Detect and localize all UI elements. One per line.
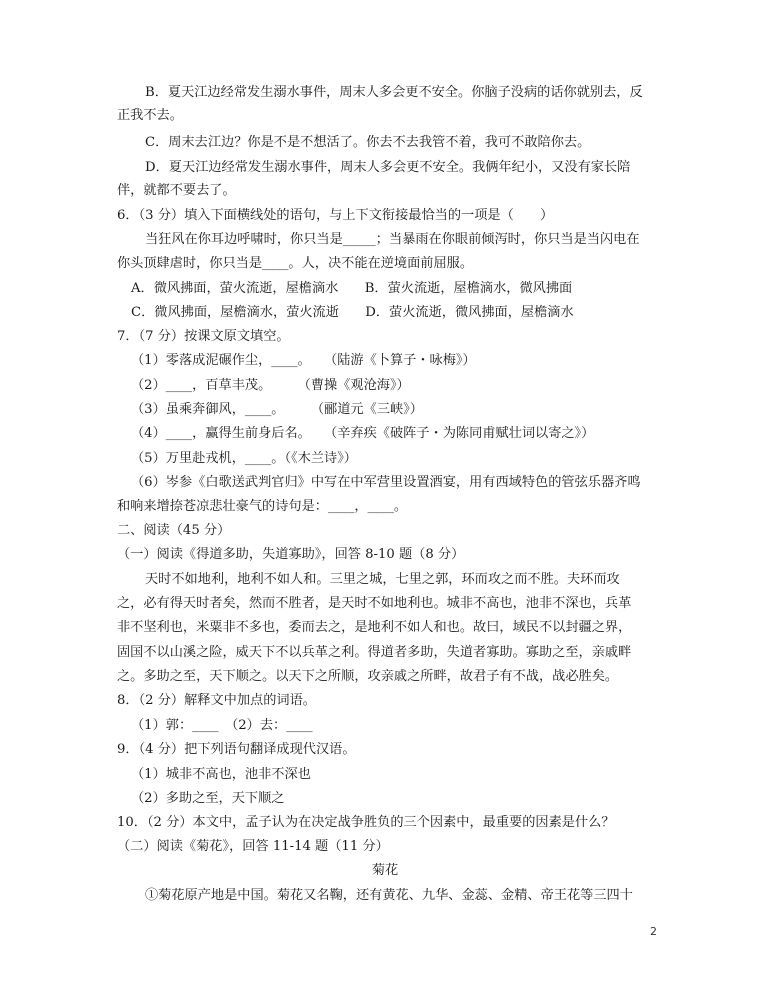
q9-item-1: （1）城非不高也，池非不深也 (131, 767, 311, 782)
option-d-line-1: D．夏天江边经常发生溺水事件，周末人多会更不安全。我俩年纪小，又没有家长陪 (145, 160, 631, 175)
option-b-line-1: B．夏天江边经常发生溺水事件，周末人多会更不安全。你脑子没病的话你就别去，反 (145, 85, 643, 100)
q6-passage-line-1: 当狂风在你耳边呼啸时，你只当是_____；当暴雨在你眼前倾泻时，你只当是当闪电在 (145, 232, 640, 247)
q9-item-2: （2）多助之至，天下顺之 (131, 791, 285, 806)
q7-item-6-line-2: 和响来增捺苍凉悲壮豪气的诗句是：____，____。 (117, 499, 408, 514)
passage-line-3: 非不坚利也，米粟非不多也，委而去之，是地利不如人和也。故曰，域民不以封疆之界， (117, 620, 632, 635)
question-8: 8．（2 分）解释文中加点的词语。 (117, 693, 316, 708)
page-number: 2 (650, 925, 657, 938)
passage-line-5: 之。多助之至，天下顺之。以天下之所顺，攻亲戚之所畔，故君子有不战，战必胜矣。 (117, 669, 619, 684)
question-10: 10．（2 分）本文中，孟子认为在决定战争胜负的三个因素中，最重要的因素是什么？ (117, 815, 615, 830)
q6-options-cd: C．微风拂面，屋檐滴水，萤火流逝 D．萤火流逝，微风拂面，屋檐滴水 (131, 305, 574, 320)
q7-item-6-line-1: （6）岑参《白歌送武判官归》中写在中军营里设置酒宴，用有西域特色的管弦乐器齐鸣 (131, 475, 641, 490)
option-c: C．周末去江边？你是不是不想活了。你去不去我管不着，我可不敢陪你去。 (145, 135, 591, 150)
section-reading-heading: 二、阅读（45 分） (117, 523, 231, 538)
q7-item-5: （5）万里赴戎机，____。（《木兰诗》） (131, 451, 357, 466)
question-7: 7．（7 分）按课文原文填空。 (117, 329, 290, 344)
passage-line-1: 天时不如地利，地利不如人和。三里之城，七里之郭，环而攻之而不胜。夫环而攻 (145, 572, 620, 587)
q7-item-2: （2）____，百草丰茂。 （曹操《观沧海》） (131, 378, 410, 393)
question-9: 9．（4 分）把下列语句翻译成现代汉语。 (117, 742, 356, 757)
q7-item-1: （1）零落成泥碾作尘，____。 （陆游《卜算子・咏梅》） (131, 353, 476, 368)
reading-2-heading: （二）阅读《菊花》，回答 11-14 题（11 分） (117, 839, 389, 854)
reading-1-heading: （一）阅读《得道多助，失道寡助》，回答 8-10 题（8 分） (117, 547, 465, 562)
reading-2-title: 菊花 (371, 863, 399, 878)
passage-line-4: 固国不以山溪之险，威天下不以兵革之利。得道者多助，失道者寡助。寡助之至，亲戚畔 (117, 645, 632, 660)
option-d-line-2: 伴，就都不要去了。 (117, 183, 236, 198)
passage-line-2: 之，必有得天时者矣，然而不胜者，是天时不如地利也。城非不高也，池非不深也，兵革 (117, 596, 632, 611)
q6-options-ab: A．微风拂面，萤火流逝，屋檐滴水 B．萤火流逝，屋檐滴水，微风拂面 (131, 281, 573, 296)
q7-item-3: （3）虽乘奔御风，____。 （郦道元《三峡》） (131, 402, 423, 417)
q7-item-4: （4）____，赢得生前身后名。 （辛弃疾《破阵子・为陈同甫赋壮词以寄之》） (131, 426, 595, 441)
q8-items: （1）郭：____ （2）去：____ (131, 718, 313, 733)
q6-passage-line-2: 你头顶肆虐时，你只当是____。人，决不能在逆境面前屈服。 (117, 256, 474, 271)
question-6: 6．（3 分）填入下面横线处的语句，与上下文衔接最恰当的一项是（ ） (117, 208, 554, 223)
reading-2-paragraph-1: ①菊花原产地是中国。菊花又名鞠，还有黄花、九华、金蕊、金精、帝王花等三四十 (145, 888, 633, 903)
option-b-line-2: 正我不去。 (117, 108, 183, 123)
